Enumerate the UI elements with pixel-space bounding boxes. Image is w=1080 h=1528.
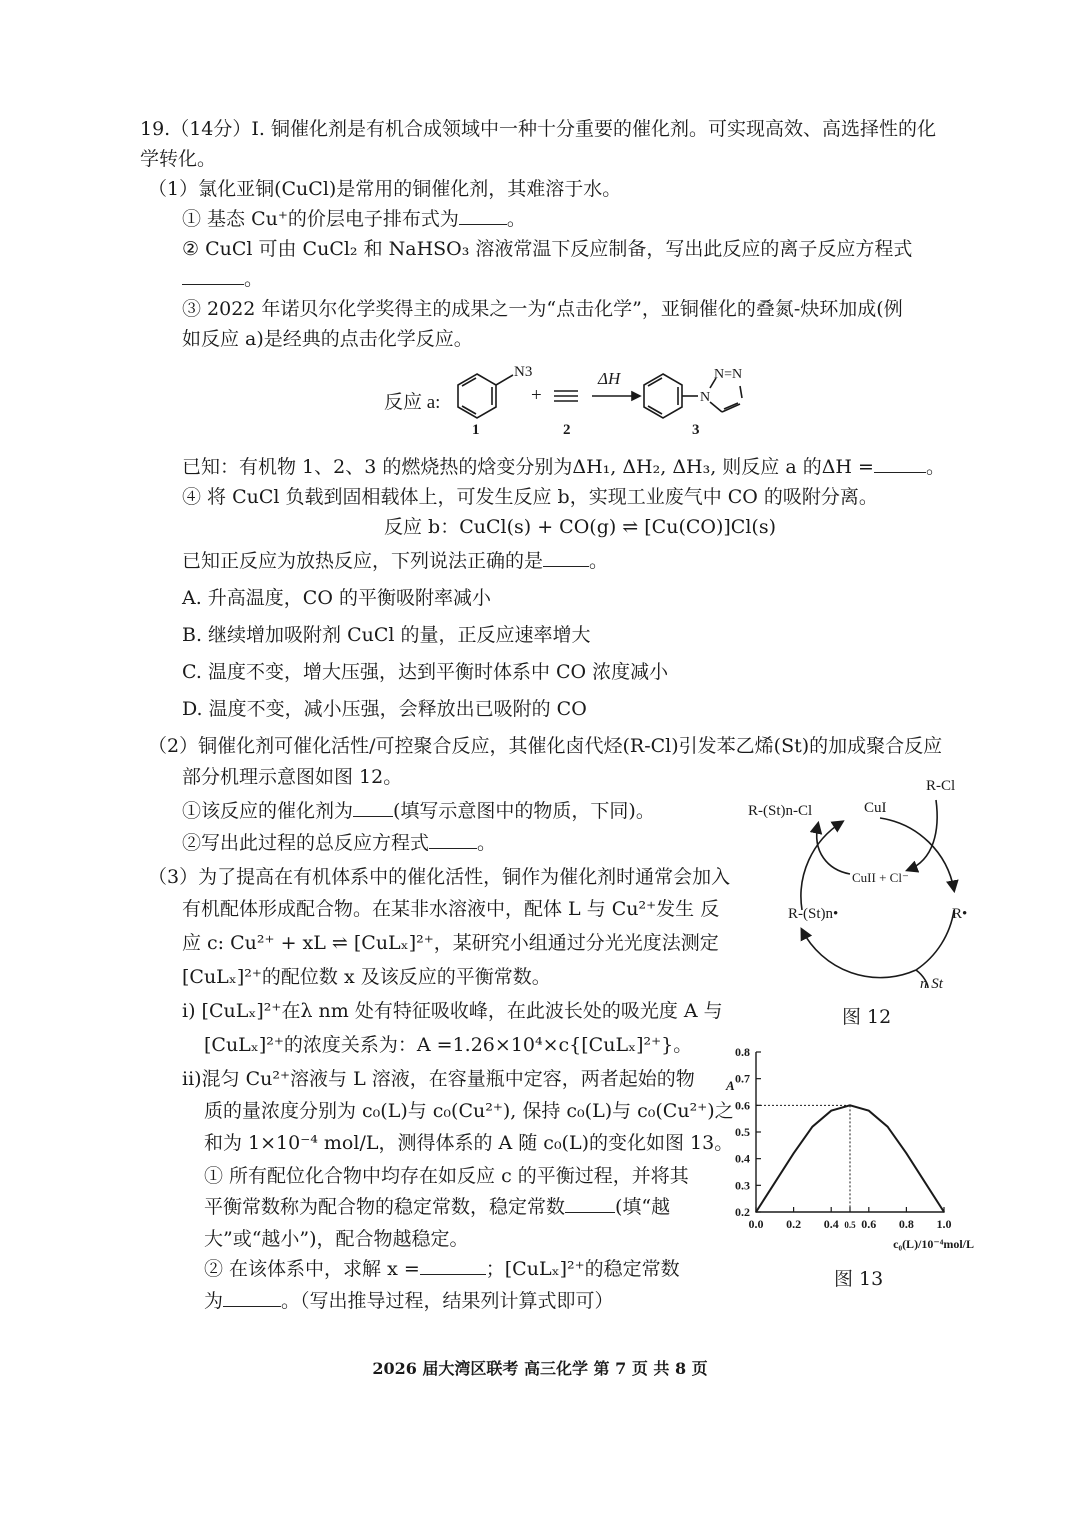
part1-q1-text: ① 基态 Cu⁺的价层电子排布式为 (182, 208, 459, 230)
data-point (830, 1110, 832, 1112)
option-d[interactable]: D. 温度不变，减小压强，会释放出已吸附的 CO (182, 698, 587, 720)
part2-q1-tail: (填写示意图中的物质，下同)。 (393, 800, 655, 822)
part3-q2-line2 (204, 1288, 614, 1314)
part1-q4: ④ 将 CuCl 负载到固相载体上，可发生反应 b，实现工业废气中 CO 的吸附分离。 (182, 486, 878, 508)
x-tick-label: 0.4 (823, 1217, 839, 1231)
page-footer: 2026 届大湾区联考 高三化学 第 7 页 共 8 页 (372, 1359, 708, 1378)
x-tick-label: 0.8 (898, 1217, 914, 1231)
delta-h-label: ΔH (598, 369, 621, 388)
x-tick-label: 0.2 (786, 1217, 802, 1231)
figure-12-caption: 图 12 (842, 1006, 892, 1028)
part2-q2-text: ②写出此过程的总反应方程式 (182, 832, 430, 854)
data-point (774, 1182, 776, 1184)
compound-1-number: 1 (472, 422, 480, 438)
r-radical-label: R• (952, 906, 968, 922)
part3-ii-line2: 质的量浓度分别为 c₀(L)与 c₀(Cu²⁺), 保持 c₀(L)与 c₀(Cu²⁺)之 (204, 1100, 734, 1122)
option-b[interactable]: B. 继续增加吸附剂 CuCl 的量，正反应速率增大 (182, 624, 591, 646)
rst-cl-label: R-(St)n-Cl (748, 803, 813, 819)
figure-13 (716, 1042, 980, 1258)
part1-q3-line2: 如反应 a)是经典的点击化学反应。 (182, 328, 473, 350)
part3-line3: 应 c: Cu²⁺ + xL ⇌ [CuLₓ]²⁺，某研究小组通过分光光度法测定 (182, 932, 719, 954)
answer-blank[interactable] (459, 206, 507, 225)
reaction-b: 反应 b：CuCl(s) + CO(g) ⇌ [Cu(CO)]Cl(s) (384, 516, 776, 538)
part3-q1-line3: 大”或“越小”)，配合物越稳定。 (204, 1228, 469, 1250)
rcl-label: R-Cl (926, 778, 956, 794)
part3-ii-line1: ii)混匀 Cu²⁺溶液与 L 溶液，在容量瓶中定容，两者起始的物 (182, 1068, 695, 1090)
part1-q3-line1: ③ 2022 年诺贝尔化学奖得主的成果之一为“点击化学”，亚铜催化的叠氮-炔环加成(例 (182, 298, 903, 320)
compound-2-number: 2 (563, 422, 571, 438)
part3-q1-line1: ① 所有配位化合物中均存在如反应 c 的平衡过程，并将其 (204, 1165, 689, 1187)
data-point (943, 1211, 945, 1213)
q19-intro-line2: 学转化。 (140, 148, 217, 170)
answer-blank[interactable] (565, 1194, 615, 1213)
known-exothermic-text: 已知正反应为放热反应，下列说法正确的是 (182, 550, 544, 572)
part3-q2-mid: ；[CuLₓ]²⁺的稳定常数 (485, 1258, 680, 1280)
option-a[interactable]: A. 升高温度，CO 的平衡吸附率减小 (182, 587, 491, 609)
part3-line4: [CuLₓ]²⁺的配位数 x 及该反应的平衡常数。 (182, 966, 551, 988)
part3-q2-text: ② 在该体系中，求解 x = (204, 1258, 420, 1280)
part1-q1: ① 基态 Cu⁺的价层电子排布式为 。 (182, 208, 526, 230)
answer-blank[interactable] (543, 548, 589, 567)
data-point (924, 1182, 926, 1184)
known-enthalpy-line: 已知：有机物 1、2、3 的燃烧热的焓变分别为ΔH₁, ΔH₂, ΔH₃, 则反应 a 的ΔH = 。 (182, 456, 945, 478)
x-tick-label: 0.5 (844, 1220, 856, 1230)
svg-text:+: + (531, 385, 542, 406)
data-point (812, 1126, 814, 1128)
answer-blank[interactable] (182, 266, 244, 285)
part3-line1: （3）为了提高在有机体系中的催化活性，铜作为催化剂时通常会加入 (148, 866, 731, 888)
part1-title: （1）氯化亚铜(CuCl)是常用的铜催化剂，其难溶于水。 (148, 178, 622, 200)
part2-line1: （2）铜催化剂可催化活性/可控聚合反应，其催化卤代烃(R-Cl)引发苯乙烯(St)的加成聚合反应 (148, 735, 943, 757)
data-point (793, 1153, 795, 1155)
known-exothermic-line: 已知正反应为放热反应，下列说法正确的是 。 (182, 550, 609, 572)
y-tick-label: 0.2 (735, 1205, 750, 1219)
answer-blank[interactable] (223, 1288, 281, 1307)
cu2-label: CuII + Cl⁻ (852, 870, 909, 885)
reaction-a-label: 反应 a: (384, 392, 441, 413)
reaction-a-scheme (380, 358, 760, 444)
compound-3-number: 3 (692, 422, 700, 438)
answer-blank[interactable] (353, 798, 393, 817)
known-enthalpy-text: 已知：有机物 1、2、3 的燃烧热的焓变分别为ΔH₁, ΔH₂, ΔH₃, 则反应 a 的ΔH = (182, 456, 874, 478)
part3-q2-line1 (204, 1256, 680, 1282)
part3-q2-prefix: 为 (204, 1290, 224, 1312)
part2-line2: 部分机理示意图如图 12。 (182, 766, 403, 788)
x-tick-label: 1.0 (936, 1217, 952, 1231)
azide-label: N3 (514, 364, 533, 380)
triazole-n1-label: N (700, 390, 711, 405)
q19-intro-line1: 19.（14分）Ⅰ. 铜催化剂是有机合成领域中一种十分重要的催化剂。可实现高效、高选择性的化 (140, 118, 936, 140)
x-tick-label: 0.6 (861, 1217, 877, 1231)
data-point (868, 1110, 870, 1112)
part3-q1-line2 (204, 1194, 670, 1220)
part3-line2: 有机配体形成配合物。在某非水溶液中，配体 L 与 Cu²⁺发生 反 (182, 898, 720, 920)
cu1-label: CuI (864, 800, 887, 816)
n-st-label: n St (920, 976, 943, 992)
option-c[interactable]: C. 温度不变，增大压强，达到平衡时体系中 CO 浓度减小 (182, 661, 669, 683)
data-point (906, 1153, 908, 1155)
y-tick-label: 0.7 (735, 1071, 750, 1086)
part1-q2: ② CuCl 可由 CuCl₂ 和 NaHSO₃ 溶液常温下反应制备，写出此反应的离子反应方程式 (182, 238, 913, 260)
answer-blank[interactable] (874, 454, 926, 473)
x-tick-label: 0.0 (748, 1217, 764, 1231)
y-tick-label: 0.5 (735, 1125, 750, 1139)
part3-q2-tail: 。（写出推导过程，结果列计算式即可） (281, 1290, 614, 1312)
part1-q2-blank-line: 。 (182, 266, 263, 292)
part3-ii-line3: 和为 1×10⁻⁴ mol/L，测得体系的 A 随 c₀(L)的变化如图 13。 (204, 1132, 734, 1154)
y-tick-label: 0.3 (735, 1178, 750, 1193)
part3-i-line1: i) [CuLₓ]²⁺在λ nm 处有特征吸收峰，在此波长处的吸光度 A 与 (182, 1000, 723, 1022)
part2-q1-text: ①该反应的催化剂为 (182, 800, 354, 822)
figure-12 (740, 770, 980, 1004)
part3-q1-text: 平衡常数称为配合物的稳定常数，稳定常数 (204, 1196, 566, 1218)
part2-q1 (182, 798, 655, 824)
figure-13-caption: 图 13 (834, 1268, 884, 1290)
part3-i-line2: [CuLₓ]²⁺的浓度关系为：A =1.26×10⁴×c{[CuLₓ]²⁺}。 (204, 1034, 693, 1056)
y-tick-label: 0.4 (735, 1151, 750, 1166)
data-point (887, 1126, 889, 1128)
triazole-nn-label: N=N (714, 367, 743, 382)
y-tick-label: 0.8 (735, 1045, 750, 1059)
y-tick-label: 0.6 (735, 1098, 750, 1113)
x-axis-label: c₀(L)/10⁻⁴mol/L (893, 1237, 974, 1251)
data-point (755, 1211, 757, 1213)
answer-blank[interactable] (429, 830, 477, 849)
rst-radical-label: R-(St)n• (788, 906, 839, 922)
answer-blank[interactable] (420, 1256, 486, 1275)
y-axis-label: A (726, 1078, 735, 1093)
part3-q1-tail: (填“越 (615, 1196, 671, 1218)
part2-q2: ②写出此过程的总反应方程式 。 (182, 832, 497, 854)
